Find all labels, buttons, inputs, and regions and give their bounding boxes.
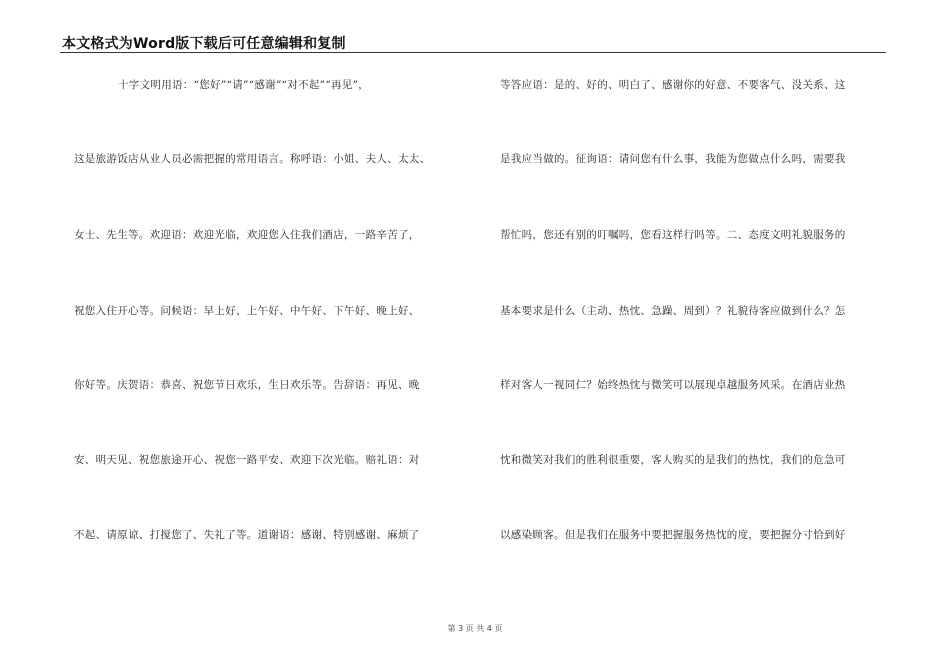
text-line: 基本要求是什么（主动、热忱、急躁、周到）？礼貌待客应做到什么？怎 <box>500 305 846 317</box>
text-line: 这是旅游饭店从业人员必需把握的常用语言。称呼语：小姐、夫人、太太、 <box>74 153 431 165</box>
text-line: 是我应当做的。征询语：请问您有什么事，我能为您做点什么吗，需要我 <box>500 153 846 165</box>
text-line: 十字文明用语：“您好”“请”“感谢”“对不起”“再见”， <box>118 79 370 91</box>
text-line: 你好等。庆贺语：恭喜、祝您节日欢乐，生日欢乐等。告辞语：再见、晚 <box>74 379 420 391</box>
text-line: 以感染顾客。但是我们在服务中要把握服务热忱的度，要把握分寸恰到好 <box>500 529 846 541</box>
text-line: 忱和微笑对我们的胜利很重要，客人购买的是我们的热忱，我们的危急可 <box>500 454 846 466</box>
page-number-footer: 第 3 页 共 4 页 <box>447 624 503 633</box>
page-header-title: 本文格式为Word版下载后可任意编辑和复制 <box>62 36 346 52</box>
text-line: 帮忙吗，您还有别的叮嘱吗，您看这样行吗等。二、态度文明礼貌服务的 <box>500 229 846 241</box>
text-line: 样对客人一视同仁？始终热忱与微笑可以展现卓越服务风采。在酒店业热 <box>500 379 846 391</box>
text-line: 不起、请原谅、打搅您了、失礼了等。道谢语：感谢、特别感谢、麻烦了 <box>74 529 420 541</box>
text-line: 安、明天见、祝您旅途开心、祝您一路平安、欢迎下次光临。赔礼语：对 <box>74 454 420 466</box>
header-divider <box>60 52 886 53</box>
text-line: 祝您入住开心等。问候语：早上好、上午好、中午好、下午好、晚上好、 <box>74 305 420 317</box>
text-line: 等答应语：是的、好的、明白了、感谢你的好意、不要客气、没关系、这 <box>500 79 846 91</box>
text-line: 女士、先生等。欢迎语：欢迎光临，欢迎您入住我们酒店，一路辛苦了， <box>74 229 420 241</box>
